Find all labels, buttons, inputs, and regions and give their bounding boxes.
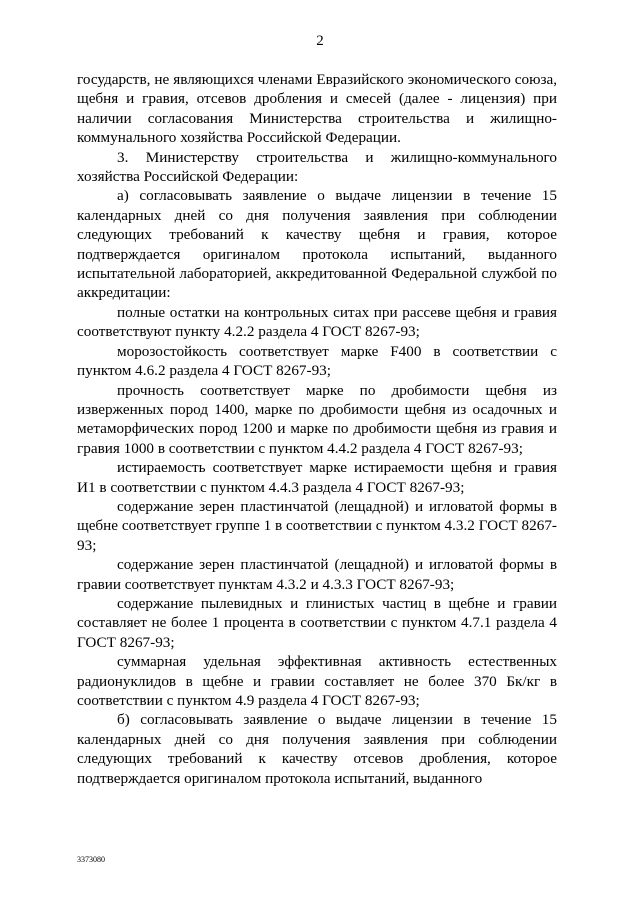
requirement-grain-shape-gravel: содержание зерен пластинчатой (лещадной) и игловатой формы в гравии соответствует пунктам 4.3.2 и 4.3.3 ГОСТ 8267-93; bbox=[77, 556, 557, 593]
paragraph-subitem-a: а) согласовывать заявление о выдаче лицензии в течение 15 календарных дней со дня получения заявления при соблюдении следующих требований к качеству щебня и гравия, которое подтверждается оригиналом протокола испытаний, выданного испытательной лабораторией, аккредитованной Федеральной службой по аккредитации: bbox=[77, 187, 557, 302]
document-body bbox=[77, 70, 557, 788]
page-number: 2 bbox=[316, 33, 324, 49]
requirement-frost-resistance: морозостойкость соответствует марке F400 в соответствии с пунктом 4.6.2 раздела 4 ГОСТ 8267-93; bbox=[77, 342, 557, 380]
requirement-sieve-residue: полные остатки на контрольных ситах при рассеве щебня и гравия соответствуют пункту 4.2.2 раздела 4 ГОСТ 8267-93; bbox=[77, 303, 557, 341]
requirement-abrasion: истираемость соответствует марке истираемости щебня и гравия И1 в соответствии с пунктом 4.4.3 раздела 4 ГОСТ 8267-93; bbox=[77, 459, 557, 496]
requirement-dust-clay: содержание пылевидных и глинистых частиц в щебне и гравии составляет не более 1 процента в соответствии с пунктом 4.7.1 раздела 4 ГОСТ 8267-93; bbox=[77, 594, 557, 651]
requirement-radionuclides: суммарная удельная эффективная активность естественных радионуклидов в щебне и гравии составляет не более 370 Бк/кг в соответствии с пунктом 4.9 раздела 4 ГОСТ 8267-93; bbox=[77, 653, 557, 709]
requirement-grain-shape-crushed-stone: содержание зерен пластинчатой (лещадной) и игловатой формы в щебне соответствует группе 1 в соответствии с пунктом 4.3.2 ГОСТ 8267-93; bbox=[77, 497, 557, 554]
document-code: 3373080 bbox=[77, 855, 105, 864]
requirement-strength: прочность соответствует марке по дробимости щебня из изверженных пород 1400, марке по дробимости щебня из осадочных и метаморфических пород 1200 и марке по дробимости щебня из гравия и гравия 1000 в соответствии с пунктом 4.4.2 раздела 4 ГОСТ 8267-93; bbox=[77, 381, 557, 457]
paragraph-item-3: 3. Министерству строительства и жилищно-коммунального хозяйства Российской Федерации: bbox=[77, 148, 557, 186]
paragraph-subitem-b: б) согласовывать заявление о выдаче лицензии в течение 15 календарных дней со дня получения заявления при соблюдении следующих требований к качеству отсевов дробления, которое подтверждается оригиналом протокола испытаний, выданного bbox=[77, 711, 557, 787]
paragraph-continuation: государств, не являющихся членами Евразийского экономического союза, щебня и гравия, отсевов дробления и смесей (далее - лицензия) при наличии согласования Министерства строительства и жилищно-коммунального хозяйства Российской Федерации. bbox=[77, 71, 557, 147]
